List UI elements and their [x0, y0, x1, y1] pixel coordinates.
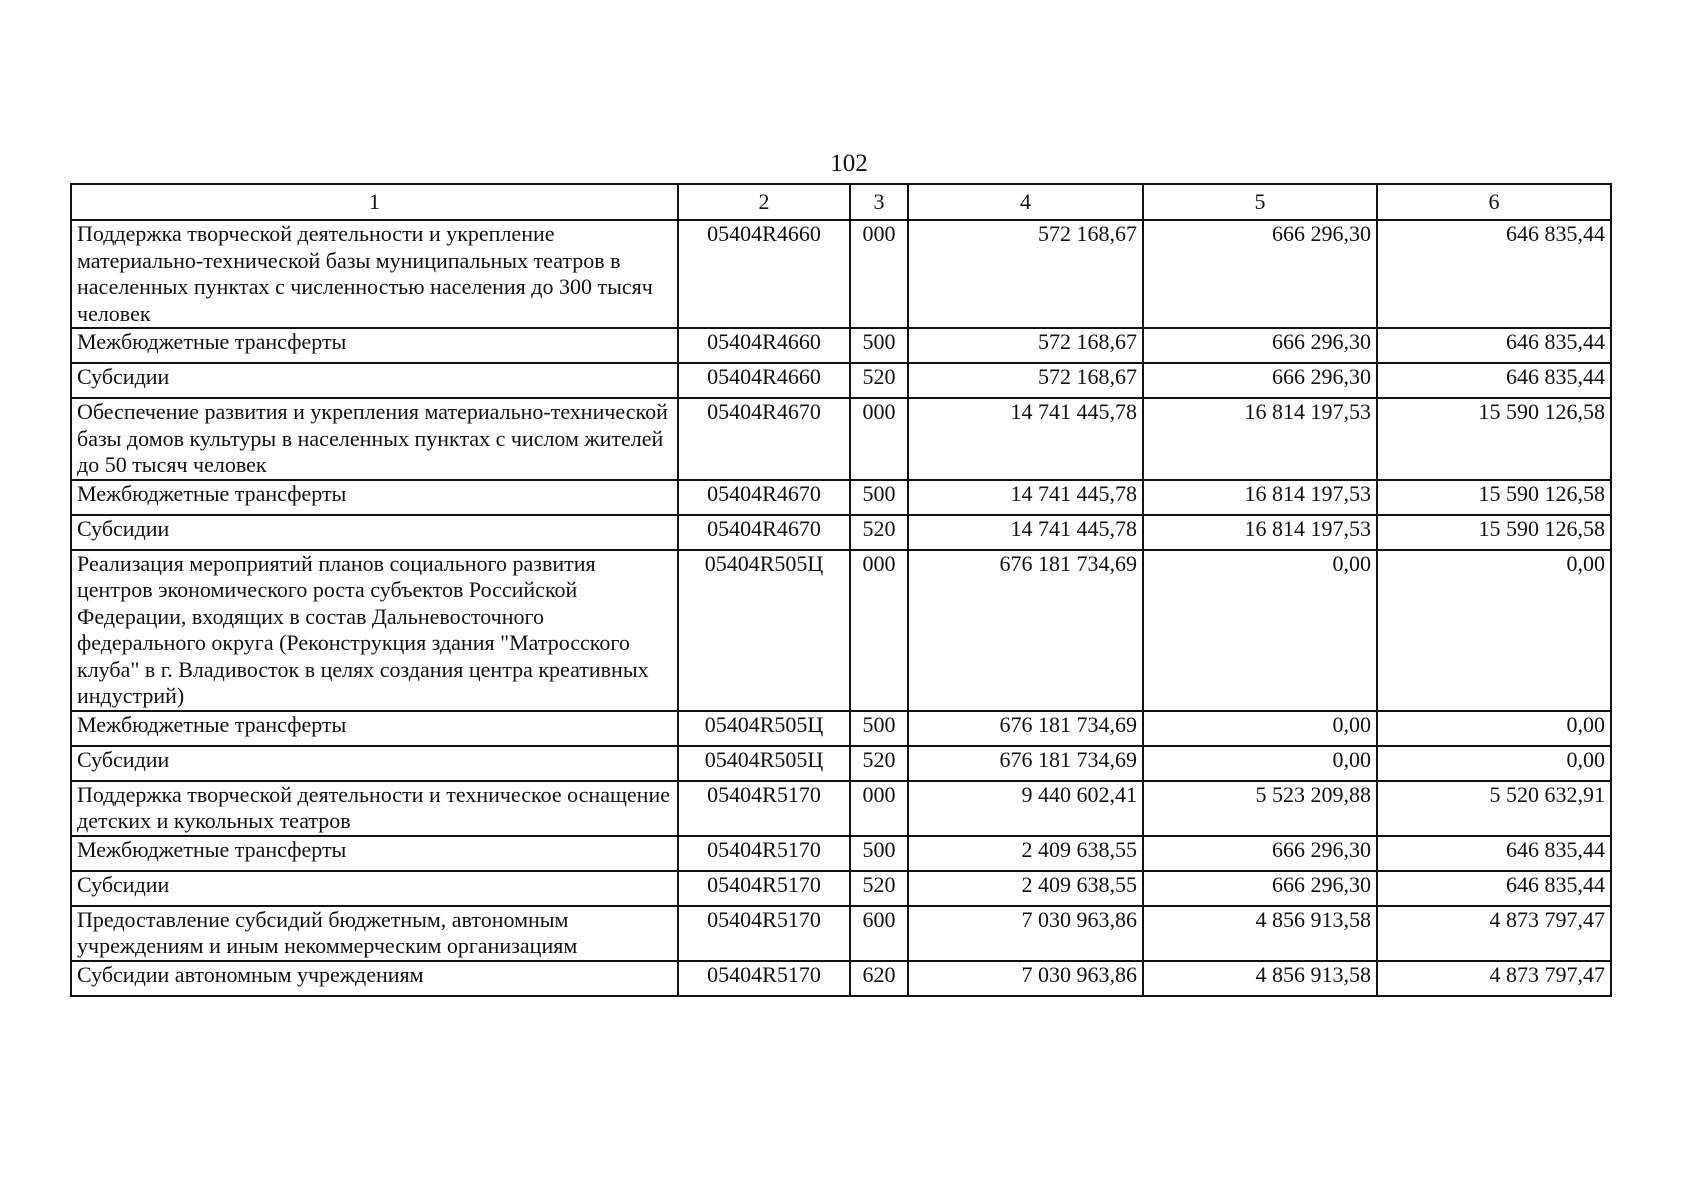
table-row — [71, 398, 1611, 480]
row-code: 05404R4660 — [678, 363, 850, 398]
row-code: 05404R5170 — [678, 836, 850, 871]
budget-table — [70, 183, 1612, 997]
row-value-col5: 0,00 — [1143, 550, 1377, 711]
row-value-col6: 0,00 — [1377, 746, 1611, 781]
table-row — [71, 781, 1611, 836]
table-row — [71, 836, 1611, 871]
row-expense-type: 520 — [850, 515, 908, 550]
row-expense-type: 500 — [850, 480, 908, 515]
row-value-col5: 4 856 913,58 — [1143, 906, 1377, 961]
row-value-col6: 4 873 797,47 — [1377, 906, 1611, 961]
row-expense-type: 500 — [850, 711, 908, 746]
table-row — [71, 363, 1611, 398]
row-value-col4: 14 741 445,78 — [908, 398, 1143, 480]
table-row — [71, 746, 1611, 781]
row-code: 05404R505Ц — [678, 711, 850, 746]
row-value-col5: 666 296,30 — [1143, 871, 1377, 906]
row-value-col5: 666 296,30 — [1143, 328, 1377, 363]
row-code: 05404R4670 — [678, 480, 850, 515]
row-code: 05404R505Ц — [678, 550, 850, 711]
table-row — [71, 220, 1611, 328]
row-expense-type: 000 — [850, 781, 908, 836]
table-row — [71, 961, 1611, 996]
page-number: 102 — [830, 150, 868, 177]
row-value-col4: 572 168,67 — [908, 220, 1143, 328]
row-code: 05404R5170 — [678, 781, 850, 836]
row-name: Предоставление субсидий бюджетным, автономным учреждениям и иным некоммерческим организациям — [71, 906, 678, 961]
table-row — [71, 871, 1611, 906]
row-code: 05404R4660 — [678, 328, 850, 363]
row-expense-type: 520 — [850, 871, 908, 906]
row-value-col5: 0,00 — [1143, 746, 1377, 781]
row-name: Поддержка творческой деятельности и укрепление материально-технической базы муниципальных театров в населенных пунктах с численностью населения до 300 тысяч человек — [71, 220, 678, 328]
row-value-col4: 7 030 963,86 — [908, 906, 1143, 961]
row-value-col6: 15 590 126,58 — [1377, 398, 1611, 480]
row-name: Субсидии — [71, 871, 678, 906]
row-name: Межбюджетные трансферты — [71, 328, 678, 363]
row-value-col6: 0,00 — [1377, 550, 1611, 711]
row-value-col5: 0,00 — [1143, 711, 1377, 746]
row-code: 05404R4670 — [678, 398, 850, 480]
row-value-col4: 9 440 602,41 — [908, 781, 1143, 836]
row-name: Обеспечение развития и укрепления материально-технической базы домов культуры в населенных пунктах с числом жителей до 50 тысяч человек — [71, 398, 678, 480]
row-expense-type: 000 — [850, 220, 908, 328]
row-value-col5: 16 814 197,53 — [1143, 515, 1377, 550]
header-row — [71, 184, 1611, 220]
row-expense-type: 500 — [850, 328, 908, 363]
row-value-col6: 646 835,44 — [1377, 328, 1611, 363]
row-name: Субсидии — [71, 363, 678, 398]
row-name: Субсидии — [71, 515, 678, 550]
row-value-col5: 666 296,30 — [1143, 220, 1377, 328]
table-row — [71, 550, 1611, 711]
row-name: Межбюджетные трансферты — [71, 711, 678, 746]
row-value-col4: 676 181 734,69 — [908, 711, 1143, 746]
row-code: 05404R5170 — [678, 961, 850, 996]
column-header: 4 — [908, 184, 1143, 220]
row-value-col5: 16 814 197,53 — [1143, 398, 1377, 480]
row-expense-type: 500 — [850, 836, 908, 871]
row-code: 05404R5170 — [678, 906, 850, 961]
row-value-col4: 2 409 638,55 — [908, 871, 1143, 906]
row-expense-type: 620 — [850, 961, 908, 996]
row-value-col5: 666 296,30 — [1143, 836, 1377, 871]
row-name: Субсидии автономным учреждениям — [71, 961, 678, 996]
row-value-col4: 676 181 734,69 — [908, 550, 1143, 711]
row-value-col6: 646 835,44 — [1377, 363, 1611, 398]
row-value-col5: 4 856 913,58 — [1143, 961, 1377, 996]
row-expense-type: 520 — [850, 746, 908, 781]
row-name: Субсидии — [71, 746, 678, 781]
column-header: 5 — [1143, 184, 1377, 220]
row-value-col6: 4 873 797,47 — [1377, 961, 1611, 996]
table-row — [71, 906, 1611, 961]
row-code: 05404R4660 — [678, 220, 850, 328]
row-code: 05404R5170 — [678, 871, 850, 906]
row-expense-type: 000 — [850, 550, 908, 711]
table-row — [71, 515, 1611, 550]
row-value-col6: 5 520 632,91 — [1377, 781, 1611, 836]
row-value-col4: 572 168,67 — [908, 328, 1143, 363]
row-value-col5: 16 814 197,53 — [1143, 480, 1377, 515]
row-name: Поддержка творческой деятельности и техническое оснащение детских и кукольных театров — [71, 781, 678, 836]
column-header: 6 — [1377, 184, 1611, 220]
row-code: 05404R505Ц — [678, 746, 850, 781]
table-row — [71, 480, 1611, 515]
row-value-col5: 666 296,30 — [1143, 363, 1377, 398]
row-value-col4: 676 181 734,69 — [908, 746, 1143, 781]
row-code: 05404R4670 — [678, 515, 850, 550]
row-value-col6: 0,00 — [1377, 711, 1611, 746]
row-value-col5: 5 523 209,88 — [1143, 781, 1377, 836]
row-value-col6: 646 835,44 — [1377, 220, 1611, 328]
row-expense-type: 600 — [850, 906, 908, 961]
row-name: Межбюджетные трансферты — [71, 836, 678, 871]
row-value-col4: 2 409 638,55 — [908, 836, 1143, 871]
table-row — [71, 711, 1611, 746]
row-value-col4: 14 741 445,78 — [908, 515, 1143, 550]
row-name: Реализация мероприятий планов социального развития центров экономического роста субъектов Российской Федерации, входящих в состав Дальневосточного федерального округа (Реконструкция здания "Матросского клуба" в г. Владивосток в целях создания центра креативных индустрий) — [71, 550, 678, 711]
row-expense-type: 520 — [850, 363, 908, 398]
row-value-col4: 14 741 445,78 — [908, 480, 1143, 515]
row-value-col4: 572 168,67 — [908, 363, 1143, 398]
row-value-col6: 646 835,44 — [1377, 871, 1611, 906]
row-name: Межбюджетные трансферты — [71, 480, 678, 515]
column-header: 1 — [71, 184, 678, 220]
row-value-col4: 7 030 963,86 — [908, 961, 1143, 996]
column-header: 2 — [678, 184, 850, 220]
row-value-col6: 15 590 126,58 — [1377, 515, 1611, 550]
row-value-col6: 646 835,44 — [1377, 836, 1611, 871]
row-expense-type: 000 — [850, 398, 908, 480]
table-row — [71, 328, 1611, 363]
column-header: 3 — [850, 184, 908, 220]
row-value-col6: 15 590 126,58 — [1377, 480, 1611, 515]
